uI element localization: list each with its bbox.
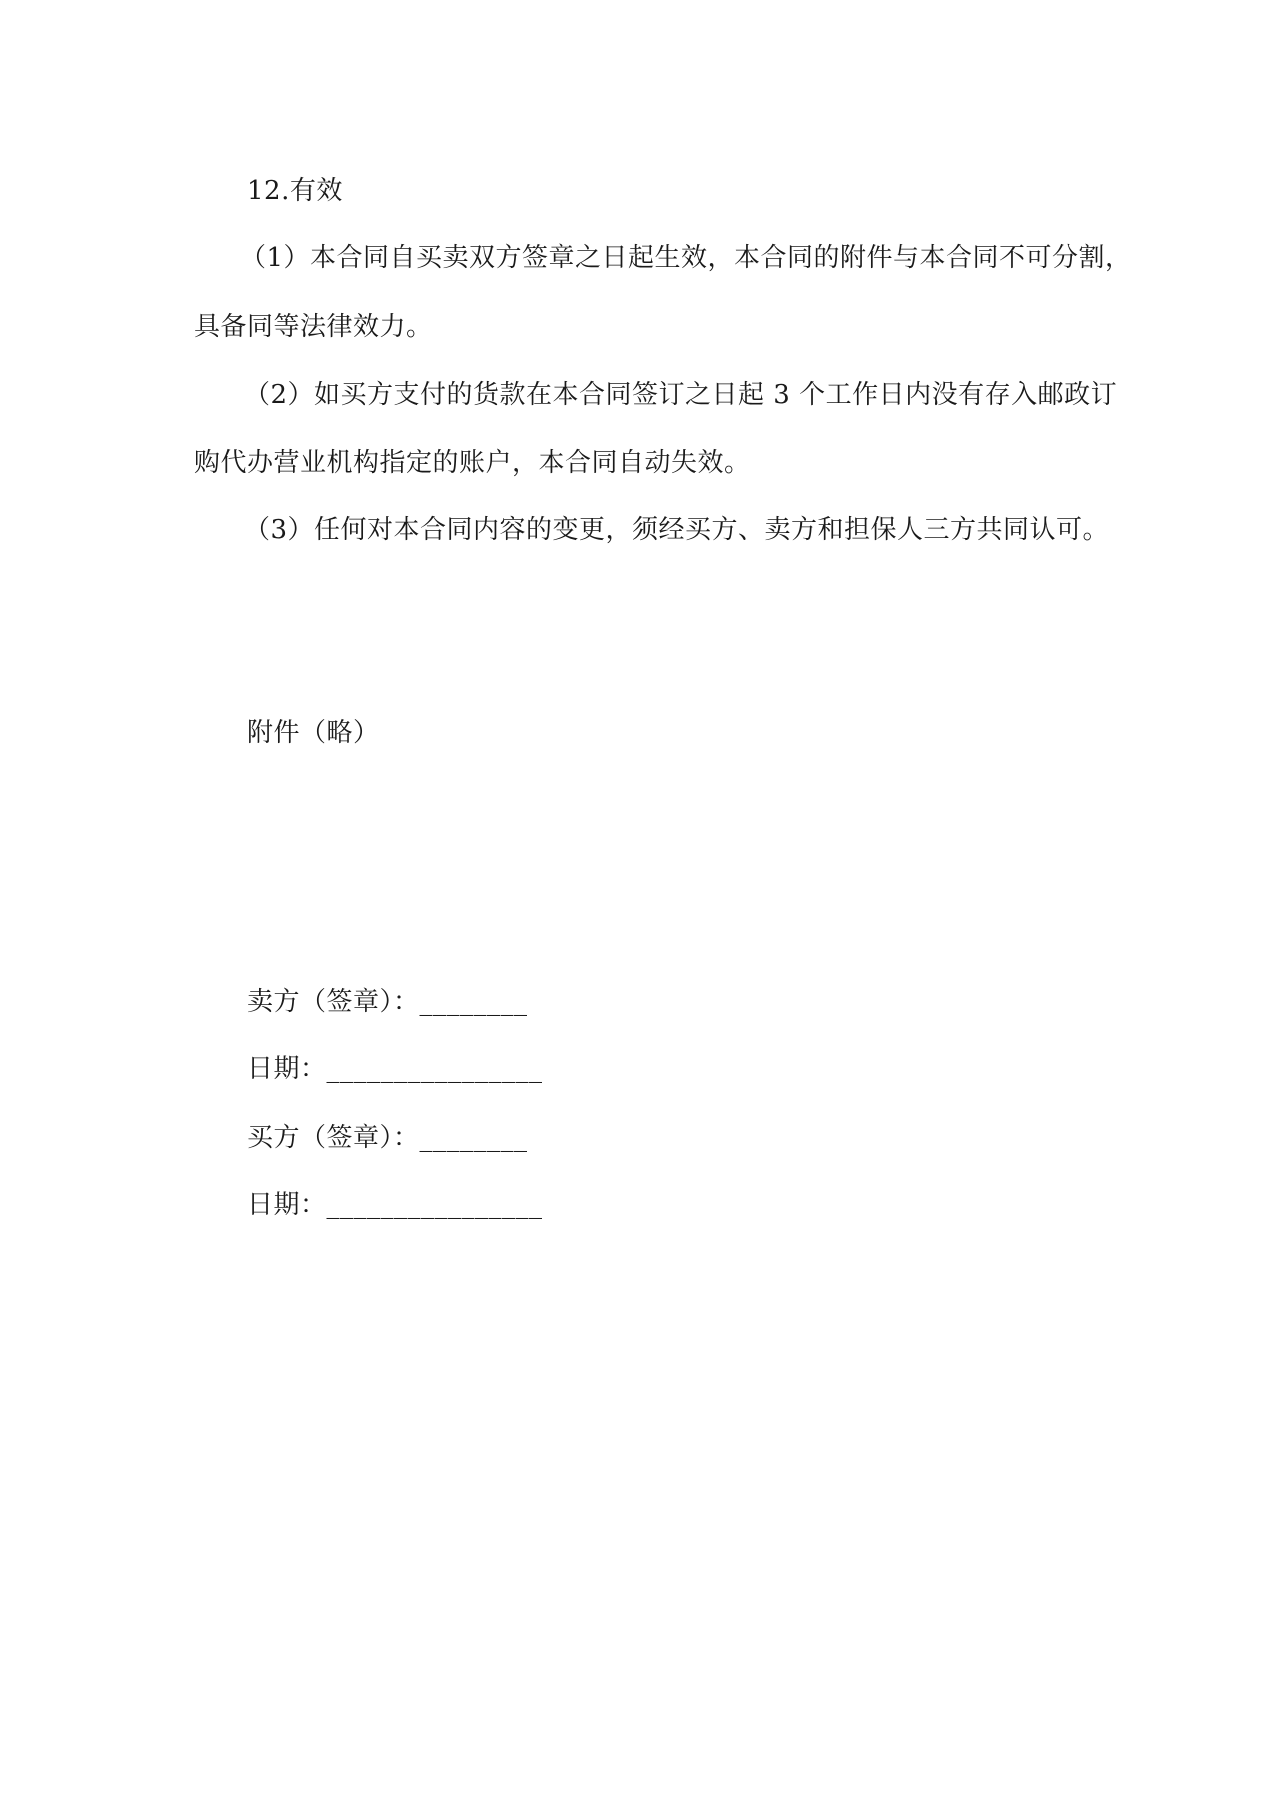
buyer-date-line: 日期：________________ xyxy=(247,1190,543,1220)
section-heading: 12.有效 xyxy=(247,176,343,206)
seller-date-line: 日期：________________ xyxy=(247,1054,543,1084)
buyer-signature-line: 买方（签章）：________ xyxy=(247,1123,528,1153)
clause-3-line-1: （3）任何对本合同内容的变更，须经买方、卖方和担保人三方共同认可。 xyxy=(244,515,1110,545)
clause-2-line-2: 购代办营业机构指定的账户，本合同自动失效。 xyxy=(194,448,751,478)
seller-signature-line: 卖方（签章）：________ xyxy=(247,987,528,1017)
clause-2-line-1: （2）如买方支付的货款在本合同签订之日起 3 个工作日内没有存入邮政订 xyxy=(244,380,1118,410)
clause-1-line-2: 具备同等法律效力。 xyxy=(194,312,433,342)
attachment-note: 附件（略） xyxy=(247,718,380,748)
clause-1-line-1: （1）本合同自买卖双方签章之日起生效，本合同的附件与本合同不可分割， xyxy=(240,243,1132,273)
